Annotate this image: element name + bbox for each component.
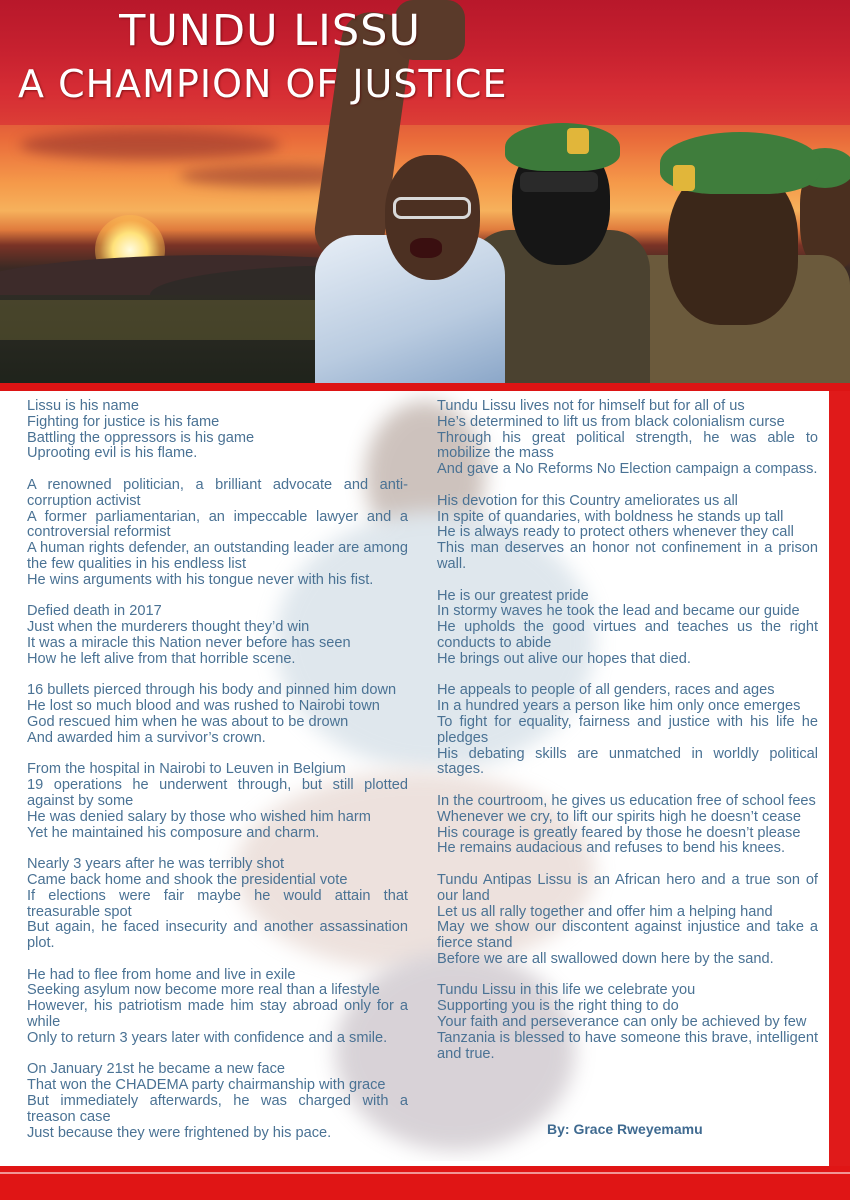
divider-bar bbox=[0, 383, 850, 391]
poem-line: Battling the oppressors is his game bbox=[27, 429, 255, 446]
author-byline: By: Grace Rweyemamu bbox=[547, 1121, 703, 1137]
poem-line: From the hospital in Nairobi to Leuven in Belgium bbox=[27, 761, 346, 778]
poem-line: Yet he maintained his composure and charm. bbox=[27, 824, 320, 841]
poem-line: Tanzania is blessed to have someone this brave, intelligent and true. bbox=[437, 1029, 818, 1062]
poem-stanza bbox=[437, 589, 818, 668]
eyeglasses bbox=[393, 197, 471, 219]
poem-line: God rescued him when he was about to be drown bbox=[27, 713, 349, 730]
shouting-mouth bbox=[410, 238, 442, 258]
poem-line: Just when the murderers thought they’d win bbox=[27, 619, 310, 636]
poem-line: He lost so much blood and was rushed to Nairobi town bbox=[27, 698, 380, 715]
poem-stanza bbox=[27, 604, 408, 667]
poem-line: A renowned politician, a brilliant advocate and anti-corruption activist bbox=[27, 476, 408, 509]
poem-line: However, his patriotism made him stay abroad only for a while bbox=[27, 998, 408, 1031]
poem-column-left bbox=[27, 399, 408, 1157]
sunset-cloud bbox=[20, 130, 280, 160]
poem-line: He is always ready to protect others whenever they call bbox=[437, 524, 794, 541]
poem-line: A human rights defender, an outstanding leader are among the few qualities in his endless list bbox=[27, 540, 408, 572]
poem-line: His courage is greatly feared by those he doesn’t please bbox=[437, 824, 801, 841]
poem-line: He wins arguments with his tongue never with his fist. bbox=[27, 571, 374, 588]
poem-line: A former parliamentarian, an impeccable lawyer and a controversial reformist bbox=[27, 508, 408, 541]
poem-stanza bbox=[27, 399, 408, 462]
poem-line: In spite of quandaries, with boldness he stands up tall bbox=[437, 508, 784, 525]
poem-line: He remains audacious and refuses to bend his knees. bbox=[437, 840, 786, 857]
sunglasses bbox=[520, 172, 598, 192]
poem-line: On January 21st he became a new face bbox=[27, 1061, 285, 1078]
poem-line: Lissu is his name bbox=[27, 398, 139, 414]
poem-stanza bbox=[437, 494, 818, 573]
poem-line: 19 operations he underwent through, but still plotted against by some bbox=[27, 777, 408, 809]
poem-stanza bbox=[27, 1062, 408, 1141]
beret-badge-icon bbox=[567, 128, 589, 154]
poem-line: Supporting you is the right thing to do bbox=[437, 998, 679, 1015]
right-edge-stripe bbox=[829, 391, 850, 1166]
header-banner bbox=[0, 0, 850, 383]
poem-line: Seeking asylum now become more real than a lifestyle bbox=[27, 982, 380, 999]
poem-line: Defied death in 2017 bbox=[27, 603, 162, 620]
poem-stanza bbox=[27, 857, 408, 952]
poem-line: And awarded him a survivor’s crown. bbox=[27, 729, 266, 746]
poem-stanza bbox=[437, 983, 818, 1062]
poem-line: In stormy waves he took the lead and became our guide bbox=[437, 603, 800, 620]
poem-line: Before we are all swallowed down here by the sand. bbox=[437, 950, 774, 967]
poem-line: 16 bullets pierced through his body and pinned him down bbox=[27, 682, 397, 699]
poem-line: Your faith and perseverance can only be achieved by few bbox=[437, 1014, 807, 1031]
poem-line: Fighting for justice is his fame bbox=[27, 413, 220, 430]
poem-line: In the courtroom, he gives us education free of school fees bbox=[437, 792, 816, 809]
poem-line: He’s determined to lift us from black colonialism curse bbox=[437, 413, 785, 430]
poem-stanza bbox=[27, 968, 408, 1047]
poem-stanza bbox=[437, 794, 818, 857]
poem-line: It was a miracle this Nation never before has seen bbox=[27, 634, 351, 651]
poem-line: Tundu Lissu in this life we celebrate you bbox=[437, 982, 696, 999]
poem-line: Whenever we cry, to lift our spirits high he doesn’t cease bbox=[437, 808, 801, 825]
poem-line: And gave a No Reforms No Election campaign a compass. bbox=[437, 461, 818, 478]
poem-line: Only to return 3 years later with confidence and a smile. bbox=[27, 1029, 388, 1046]
poem-line: But again, he faced insecurity and another assassination plot. bbox=[27, 919, 408, 952]
poem-line: Nearly 3 years after he was terribly shot bbox=[27, 856, 285, 873]
poem-stanza bbox=[27, 478, 408, 589]
poem-line: He upholds the good virtues and teaches us the right conducts to abide bbox=[437, 619, 818, 651]
beret-badge-icon bbox=[673, 165, 695, 191]
poem-stanza bbox=[437, 683, 818, 778]
poem-stanza bbox=[27, 683, 408, 746]
page-subtitle: A CHAMPION OF JUSTICE bbox=[18, 62, 508, 106]
poem-line: In a hundred years a person like him only once emerges bbox=[437, 698, 801, 715]
poem-line: Tundu Lissu lives not for himself but for all of us bbox=[437, 398, 745, 414]
poem-line: Through his great political strength, he was able to mobilize the mass bbox=[437, 429, 818, 462]
poem-stanza bbox=[437, 873, 818, 968]
poem-line: May we show our discontent against injustice and take a fierce stand bbox=[437, 919, 818, 952]
poem-line: Came back home and shook the presidential vote bbox=[27, 871, 348, 888]
poem-line: He had to flee from home and live in exile bbox=[27, 966, 296, 983]
poem-line: This man deserves an honor not confinement in a prison wall. bbox=[437, 540, 818, 572]
poem-line: How he left alive from that horrible scene. bbox=[27, 650, 296, 667]
poem-line: If elections were fair maybe he would attain that treasurable spot bbox=[27, 887, 408, 920]
poem-line: Just because they were frightened by his pace. bbox=[27, 1124, 332, 1141]
poem-line: His debating skills are unmatched in worldly political stages. bbox=[437, 745, 818, 778]
poem-line: He brings out alive our hopes that died. bbox=[437, 650, 691, 667]
poem-line: Uprooting evil is his flame. bbox=[27, 445, 198, 462]
poem-line: To fight for equality, fairness and justice with his life he pledges bbox=[437, 713, 818, 746]
page-title: TUNDU LISSU bbox=[119, 6, 421, 56]
poem-stanza bbox=[27, 762, 408, 841]
poem-line: But immediately afterwards, he was charged with a treason case bbox=[27, 1093, 408, 1125]
poem-line: He is our greatest pride bbox=[437, 587, 589, 604]
landscape-field bbox=[0, 300, 360, 340]
poem-line: He appeals to people of all genders, races and ages bbox=[437, 682, 775, 699]
poem-line: That won the CHADEMA party chairmanship with grace bbox=[27, 1077, 386, 1094]
poem-stanza bbox=[437, 399, 818, 478]
soldier-beret bbox=[505, 123, 620, 171]
footer-line bbox=[0, 1172, 850, 1174]
poem-column-right bbox=[437, 399, 818, 1078]
poem-line: Tundu Antipas Lissu is an African hero and a true son of our land bbox=[437, 871, 818, 904]
poem-line: His devotion for this Country ameliorates us all bbox=[437, 492, 738, 509]
poem-line: He was denied salary by those who wished him harm bbox=[27, 808, 371, 825]
poem-line: Let us all rally together and offer him a helping hand bbox=[437, 903, 773, 920]
